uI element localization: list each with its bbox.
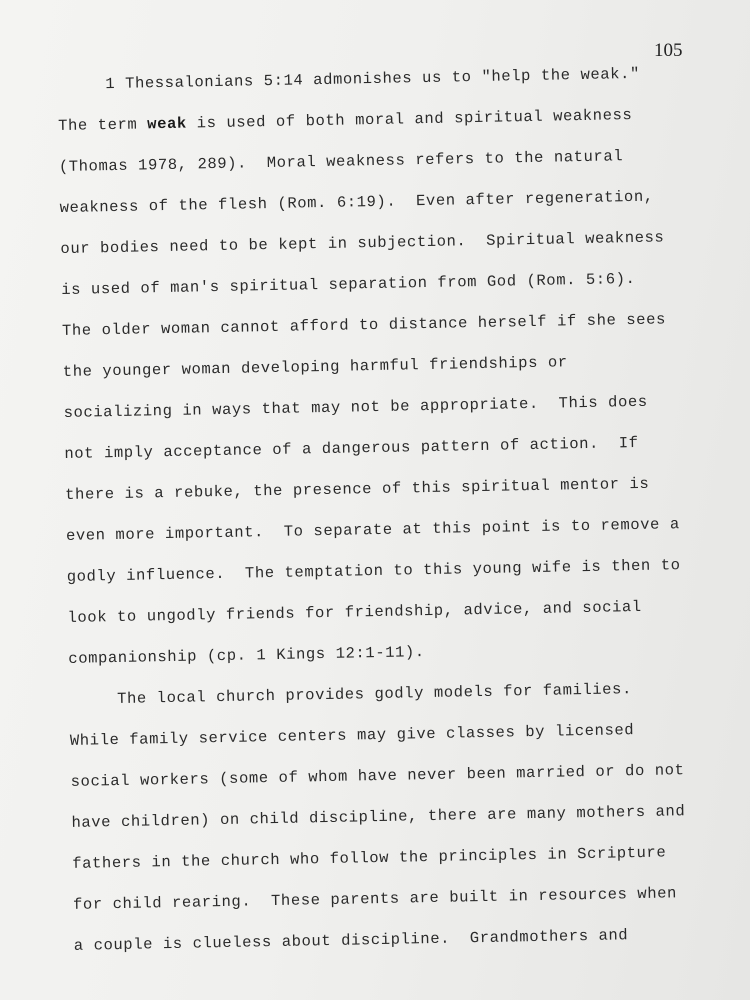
text-line: The older woman cannot afford to distance herself if she sees — [61, 310, 667, 340]
text-line: even more important. To separate at this point is to remove a — [65, 515, 680, 545]
text-line: (Thomas 1978, 289). Moral weakness refers to the natural — [58, 147, 624, 177]
text-line: 1 Thessalonians 5:14 admonishes us to "help the weak." — [105, 64, 641, 94]
text-line: not imply acceptance of a dangerous pattern of action. If — [64, 433, 639, 463]
text-line: there is a rebuke, the presence of this spiritual mentor is — [65, 474, 650, 504]
text-line: companionship (cp. 1 Kings 12:1-11). — [68, 643, 425, 668]
text-line: a couple is clueless about discipline. Grandmothers and — [73, 926, 629, 955]
text-line: socializing in ways that may not be appropriate. This does — [63, 392, 648, 422]
text-line: the younger woman developing harmful friendships or — [62, 353, 568, 381]
text-line: While family service centers may give classes by licensed — [69, 721, 635, 750]
text-line: social workers (some of whom have never been married or do not — [70, 761, 685, 791]
text-line: fathers in the church who follow the principles in Scripture — [72, 843, 667, 873]
text-segment: is used of both moral and spiritual weakness — [186, 106, 633, 133]
text-line: for child rearing. These parents are built in resources when — [72, 884, 678, 914]
text-line: godly influence. The temptation to this young wife is then to — [66, 556, 681, 586]
text-line: our bodies need to be kept in subjection. Spiritual weakness — [60, 228, 665, 259]
text-segment: The term — [57, 115, 148, 136]
text-line: The local church provides godly models for families. — [116, 680, 633, 709]
emphasized-term: weak — [147, 114, 187, 134]
text-line: is used of man's spiritual separation from God (Rom. 5:6). — [61, 269, 636, 300]
text-line — [58, 106, 633, 135]
text-line: look to ungodly friends for friendship, advice, and social — [67, 597, 642, 627]
text-line: weakness of the flesh (Rom. 6:19). Even after regeneration, — [59, 187, 654, 218]
text-line: have children) on child discipline, there are many mothers and — [71, 802, 686, 832]
page-number: 105 — [654, 40, 683, 61]
